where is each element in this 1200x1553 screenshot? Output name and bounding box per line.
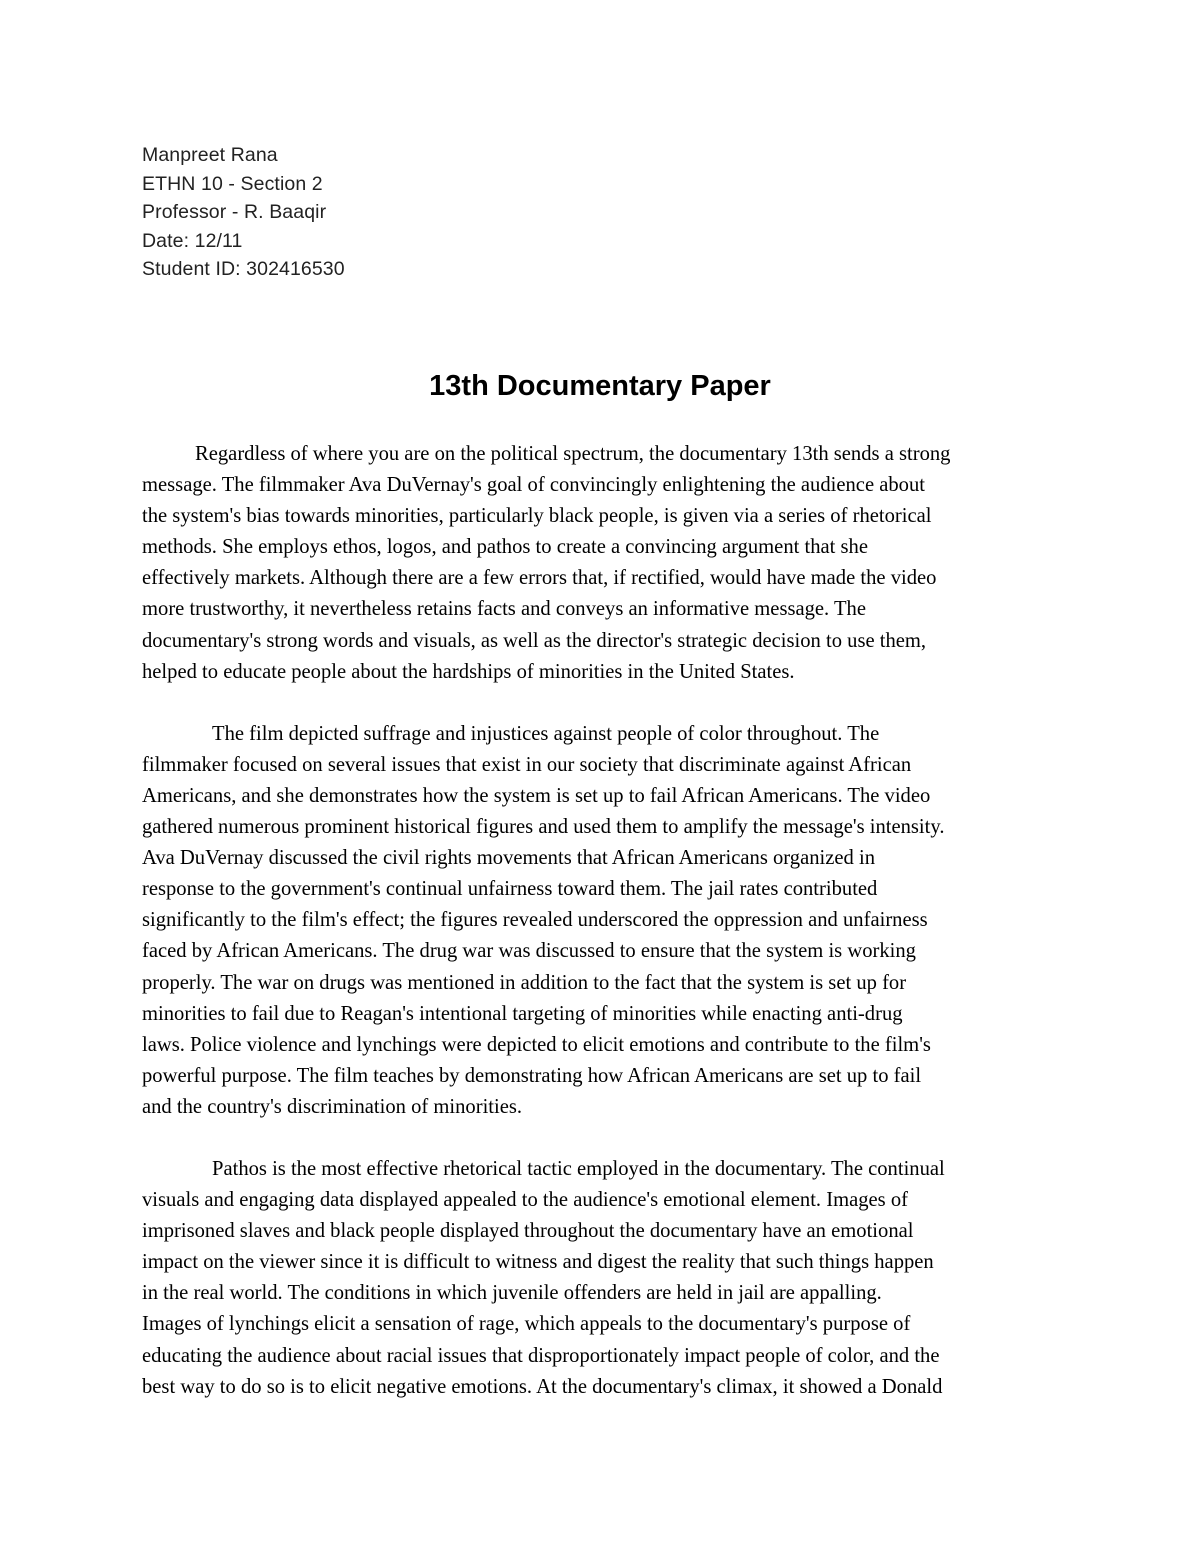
paragraph-line: impact on the viewer since it is difficult to witness and digest the reality that such things happen	[142, 1251, 934, 1274]
paragraph-line: educating the audience about racial issues that disproportionately impact people of color, and the	[142, 1344, 940, 1367]
paragraph-line: Images of lynchings elicit a sensation of rage, which appeals to the documentary's purpose of	[142, 1313, 911, 1336]
paragraph-line: properly. The war on drugs was mentioned in addition to the fact that the system is set up for	[142, 971, 907, 994]
paragraph-line: gathered numerous prominent historical figures and used them to amplify the message's intensity.	[142, 816, 945, 839]
paragraph-line: effectively markets. Although there are a few errors that, if rectified, would have made the video	[142, 567, 937, 590]
paragraph-line: visuals and engaging data displayed appealed to the audience's emotional element. Images of	[142, 1189, 908, 1212]
paragraph-line: powerful purpose. The film teaches by demonstrating how African Americans are set up to fail	[142, 1064, 922, 1087]
course-section: ETHN 10 - Section 2	[142, 172, 323, 195]
paragraph-line: laws. Police violence and lynchings were depicted to elicit emotions and contribute to the film's	[142, 1033, 931, 1056]
paper-date: Date: 12/11	[142, 229, 243, 252]
paragraph-line: methods. She employs ethos, logos, and pathos to create a convincing argument that she	[142, 536, 868, 559]
paragraph-line: helped to educate people about the hardships of minorities in the United States.	[142, 660, 795, 683]
paragraph-line: Pathos is the most effective rhetorical tactic employed in the documentary. The continual	[212, 1157, 945, 1180]
paragraph-line: best way to do so is to elicit negative emotions. At the documentary's climax, it showed a Donald	[142, 1375, 943, 1398]
paragraph-1	[142, 439, 1072, 688]
paragraph-line: faced by African Americans. The drug war was discussed to ensure that the system is working	[142, 940, 916, 963]
paragraph-line: filmmaker focused on several issues that exist in our society that discriminate against African	[142, 753, 912, 776]
author-header	[142, 141, 345, 284]
paragraph-line: Regardless of where you are on the political spectrum, the documentary 13th sends a strong	[195, 443, 951, 465]
paragraph-3	[142, 1154, 1072, 1403]
paragraph-line: documentary's strong words and visuals, as well as the director's strategic decision to use them,	[142, 629, 927, 652]
page-title: 13th Documentary Paper	[429, 370, 771, 402]
paragraph-line: the system's bias towards minorities, particularly black people, is given via a series of rhetorical	[142, 505, 932, 528]
paragraph-line: minorities to fail due to Reagan's intentional targeting of minorities while enacting anti-drug	[142, 1002, 903, 1025]
paragraph-line: Ava DuVernay discussed the civil rights movements that African Americans organized in	[142, 847, 875, 870]
paragraph-line: significantly to the film's effect; the figures revealed underscored the oppression and unfairness	[142, 909, 928, 932]
paragraph-line: in the real world. The conditions in which juvenile offenders are held in jail are appalling.	[142, 1282, 882, 1305]
author-name: Manpreet Rana	[142, 144, 278, 166]
paragraph-2	[142, 719, 1072, 1123]
paragraph-line: Americans, and she demonstrates how the system is set up to fail African Americans. The video	[142, 784, 931, 807]
paragraph-line: imprisoned slaves and black people displayed throughout the documentary have an emotional	[142, 1220, 914, 1243]
paragraph-line: and the country's discrimination of minorities.	[142, 1095, 523, 1118]
paragraph-line: message. The filmmaker Ava DuVernay's goal of convincingly enlightening the audience about	[142, 474, 925, 497]
student-id: Student ID: 302416530	[142, 258, 345, 281]
paragraph-line: more trustworthy, it nevertheless retains facts and conveys an informative message. The	[142, 598, 866, 621]
professor-name: Professor - R. Baaqir	[142, 201, 327, 224]
paragraph-line: response to the government's continual unfairness toward them. The jail rates contributed	[142, 878, 878, 901]
paper-body	[142, 439, 1072, 1434]
paragraph-line: The film depicted suffrage and injustices against people of color throughout. The	[212, 722, 880, 745]
